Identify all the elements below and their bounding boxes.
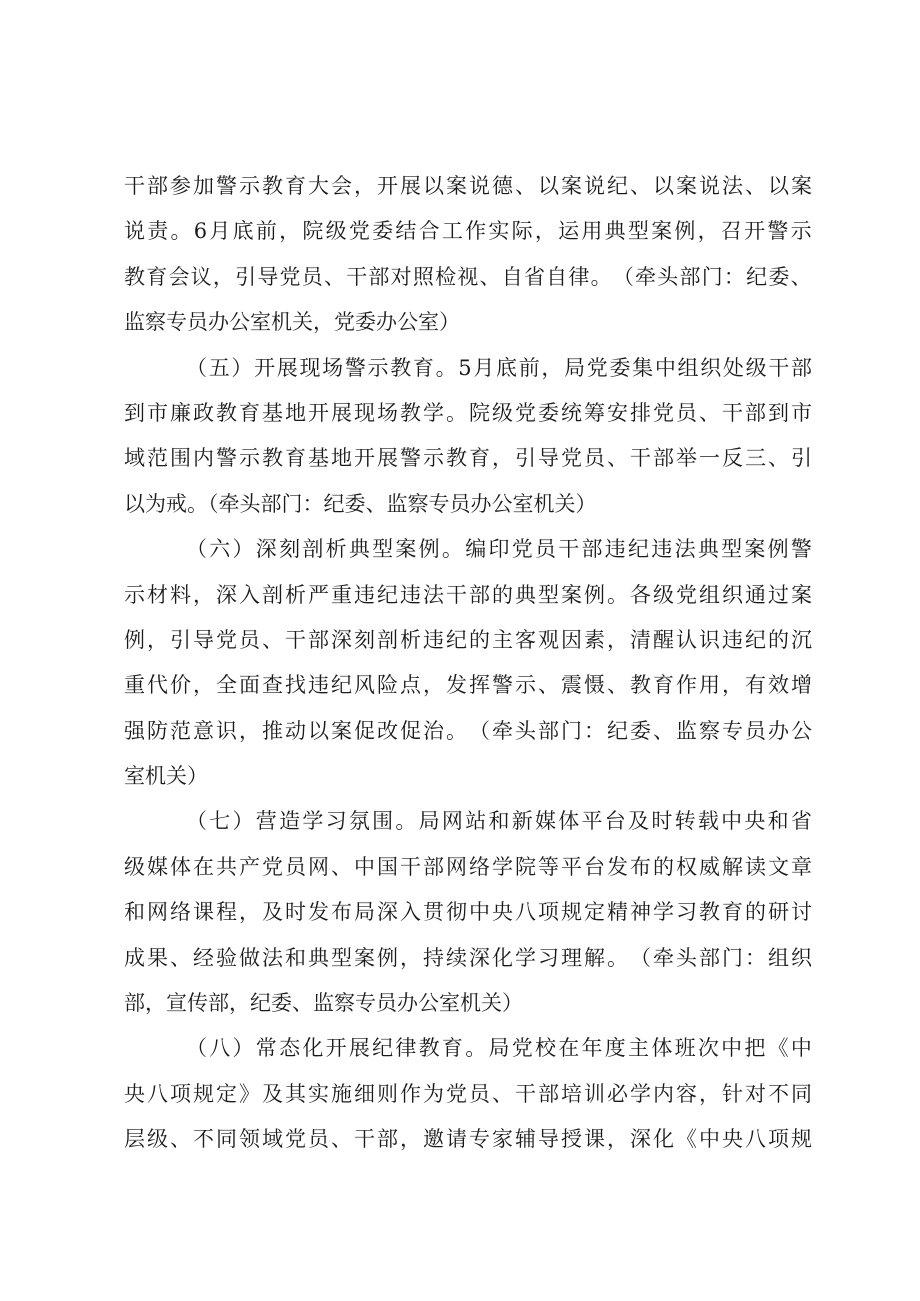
text-line: 域 范 围 内 警 示 教 育 基 地 开 展 警 示 教 育 ， 引 导 党 员 、 干 部 举 一 反 三 、 引 — [124, 446, 812, 471]
text-line: 级 媒 体 在 共 产 党 员 网 、 中 国 干 部 网 络 学 院 等 平 台 发 布 的 权 威 解 读 文 章 — [124, 854, 812, 879]
paragraph-first-line: （ 六 ） 深 刻 剖 析 典 型 案 例 。 编 印 党 员 干 部 违 纪 违 法 典 型 案 例 警 — [186, 537, 812, 562]
text-line: 重 代 价 ， 全 面 查 找 违 纪 风 险 点 ， 发 挥 警 示 、 震 慑 、 教 育 作 用 ， 有 效 增 — [124, 673, 812, 698]
text-line: 央 八 项 规 定 》 及 其 实 施 细 则 作 为 党 员 、 干 部 培 训 必 学 内 容 ， 针 对 不 同 — [124, 1081, 812, 1106]
text-line: 示 材 料 ， 深 入 剖 析 严 重 违 纪 违 法 干 部 的 典 型 案 例 。 各 级 党 组 织 通 过 案 — [124, 582, 812, 607]
text-line: 干 部 参 加 警 示 教 育 大 会 ， 开 展 以 案 说 德 、 以 案 说 纪 、 以 案 说 法 、 以 案 — [124, 174, 812, 198]
text-line: 说 责 。 6 月 底 前 ， 院 级 党 委 结 合 工 作 实 际 ， 运 用 典 型 案 例 ， 召 开 警 示 — [124, 219, 812, 244]
text-line: 以为戒。（牵头部门：纪委、监察专员办公室机关） — [124, 491, 597, 516]
text-line: 室机关） — [124, 764, 208, 789]
body-text — [124, 164, 812, 1163]
text-line: 强 防 范 意 识 ， 推 动 以 案 促 改 促 治 。 （ 牵 头 部 门 ： 纪 委 、 监 察 专 员 办 公 — [124, 718, 812, 743]
paragraph-first-line: （ 五 ） 开 展 现 场 警 示 教 育 。 5 月 底 前 ， 局 党 委 集 中 组 织 处 级 干 部 — [186, 355, 812, 380]
text-line: 教 育 会 议 ， 引 导 党 员 、 干 部 对 照 检 视 、 自 省 自 律 。 （ 牵 头 部 门 ： 纪 委 、 — [124, 264, 812, 289]
text-line: 部，宣传部，纪委、监察专员办公室机关） — [124, 991, 523, 1016]
text-line: 到 市 廉 政 教 育 基 地 开 展 现 场 教 学 。 院 级 党 委 统 筹 安 排 党 员 、 干 部 到 市 — [124, 400, 812, 425]
text-line: 成 果 、 经 验 做 法 和 典 型 案 例 ， 持 续 深 化 学 习 理 解 。 （ 牵 头 部 门 ： 组 织 — [124, 945, 812, 970]
text-line: 和 网 络 课 程 ， 及 时 发 布 局 深 入 贯 彻 中 央 八 项 规 定 精 神 学 习 教 育 的 研 讨 — [124, 900, 812, 925]
paragraph-first-line: （ 八 ） 常 态 化 开 展 纪 律 教 育 。 局 党 校 在 年 度 主 体 班 次 中 把 《 中 — [186, 1036, 812, 1061]
text-line: 层 级 、 不 同 领 域 党 员 、 干 部 ， 邀 请 专 家 辅 导 授 课 ， 深 化 《 中 央 八 项 规 — [124, 1127, 812, 1152]
paragraph-first-line: （ 七 ） 营 造 学 习 氛 围 。 局 网 站 和 新 媒 体 平 台 及 时 转 载 中 央 和 省 — [186, 809, 812, 834]
text-line: 监察专员办公室机关，党委办公室） — [124, 310, 460, 335]
text-line: 例 ， 引 导 党 员 、 干 部 深 刻 剖 析 违 纪 的 主 客 观 因 素 ， 清 醒 认 识 违 纪 的 沉 — [124, 627, 812, 652]
